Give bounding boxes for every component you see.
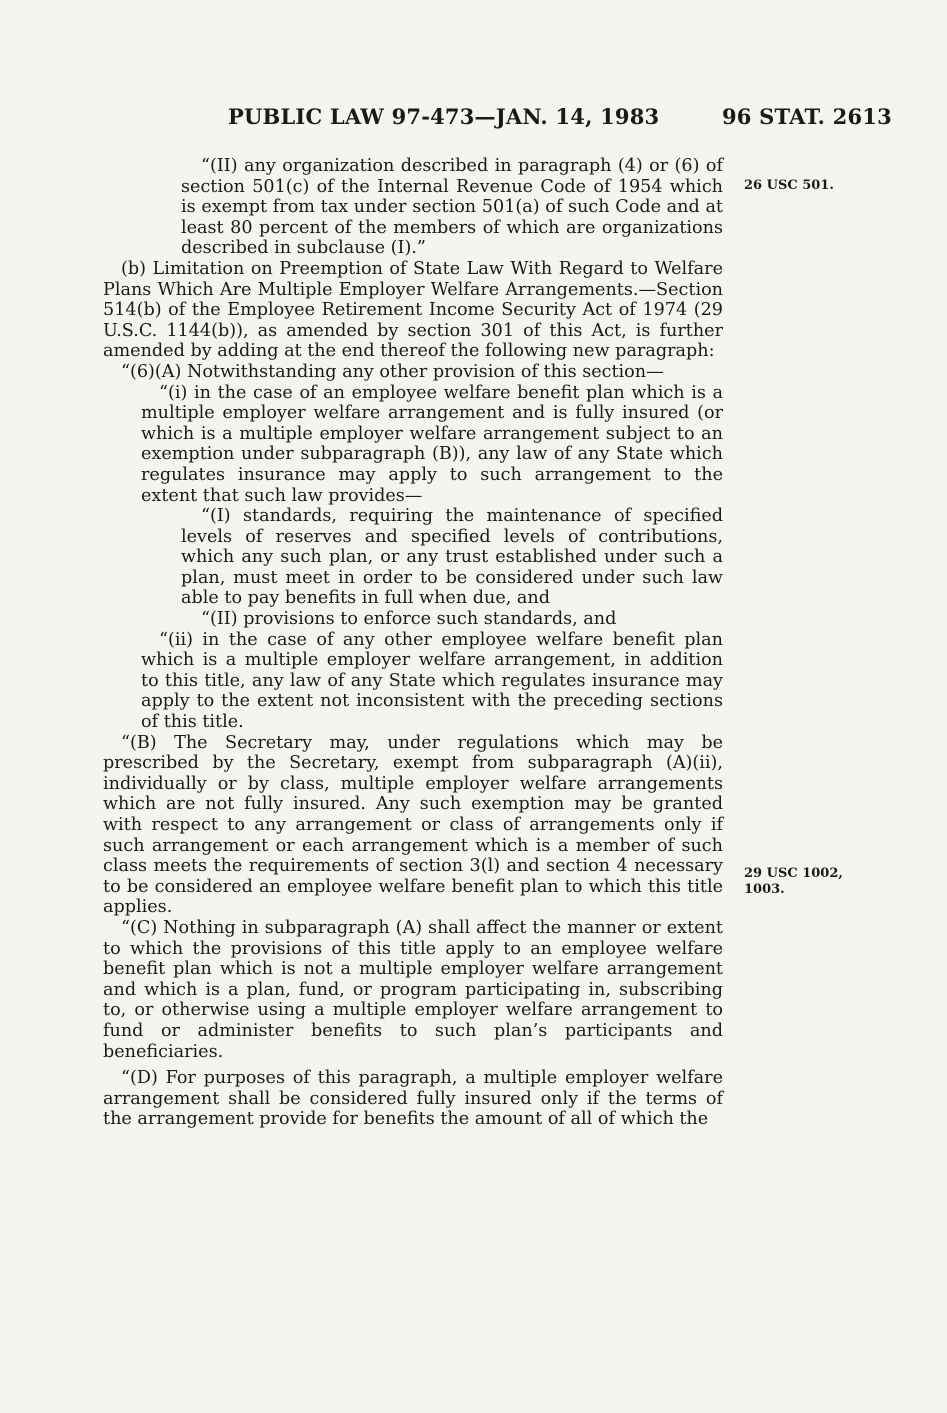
paragraph-section-b: (b) Limitation on Preemption of State Law With Regard to Welfare Plans Which Are Multiple Employer Welfare Arrangements.—Section 514(b) of the Employee Retirement Income Security Act of 1974 (29 U.S.C. 1144(b)), as amended by section 301 of this Act, is further amended by adding at the end thereof the following new paragraph: bbox=[103, 258, 723, 362]
margin-note-29-usc: 29 USC 1002, 1003. bbox=[744, 866, 843, 897]
paragraph-clause-i: “(i) in the case of an employee welfare benefit plan which is a multiple employer welfare arrangement and is fully insured (or which is a multiple employer welfare arrangement subject to an exemption under subparagraph (B)), any law of any State which regulates insurance may apply to such arrangement to the extent that such law provides— bbox=[141, 382, 723, 506]
margin-note-26-usc: 26 USC 501. bbox=[744, 178, 834, 193]
paragraph-c: “(C) Nothing in subparagraph (A) shall affect the manner or extent to which the provisions of this title apply to an employee welfare benefit plan which is not a multiple employer welfare arrangement and which is a plan, fund, or program participating in, subscribing to, or otherwise using a multiple employer welfare arrangement to fund or administer benefits to such plan’s participants and beneficiaries. bbox=[103, 917, 723, 1062]
statute-body bbox=[103, 156, 723, 1130]
paragraph-b: “(B) The Secretary may, under regulations which may be prescribed by the Secretary, exempt from subparagraph (A)(ii), individually or by class, multiple employer welfare arrangements which are not fully insured. Any such exemption may be granted with respect to any arrangement or class of arrangements only if such arrangement or each arrangement which is a member of such class meets the requirements of section 3(l) and section 4 necessary to be considered an employee welfare benefit plan to which this title applies. bbox=[103, 732, 723, 918]
paragraph-d: “(D) For purposes of this paragraph, a multiple employer welfare arrangement shall be considered fully insured only if the terms of the arrangement provide for benefits the amount of all of which the bbox=[103, 1068, 723, 1130]
running-header-stat: 96 STAT. 2613 bbox=[722, 104, 892, 129]
paragraph-subclause-ii: “(II) any organization described in paragraph (4) or (6) of section 501(c) of the Internal Revenue Code of 1954 which is exempt from tax under section 501(a) of such Code and at least 80 percent of the members of which are organizations described in subclause (I).” bbox=[181, 156, 723, 259]
paragraph-subclause-I: “(I) standards, requiring the maintenance of specified levels of reserves and specified levels of contributions, which any such plan, or any trust established under such a plan, must meet in order to be considered under such law able to pay benefits in full when due, and bbox=[181, 506, 723, 609]
paragraph-6a: “(6)(A) Notwithstanding any other provision of this section— bbox=[121, 361, 664, 382]
paragraph-clause-ii: “(ii) in the case of any other employee welfare benefit plan which is a multiple employer welfare arrangement, in addition to this title, any law of any State which regulates insurance may apply to the extent not inconsistent with the preceding sections of this title. bbox=[141, 629, 723, 733]
running-header-title: PUBLIC LAW 97-473—JAN. 14, 1983 bbox=[228, 104, 660, 129]
paragraph-subclause-II: “(II) provisions to enforce such standards, and bbox=[201, 609, 617, 630]
